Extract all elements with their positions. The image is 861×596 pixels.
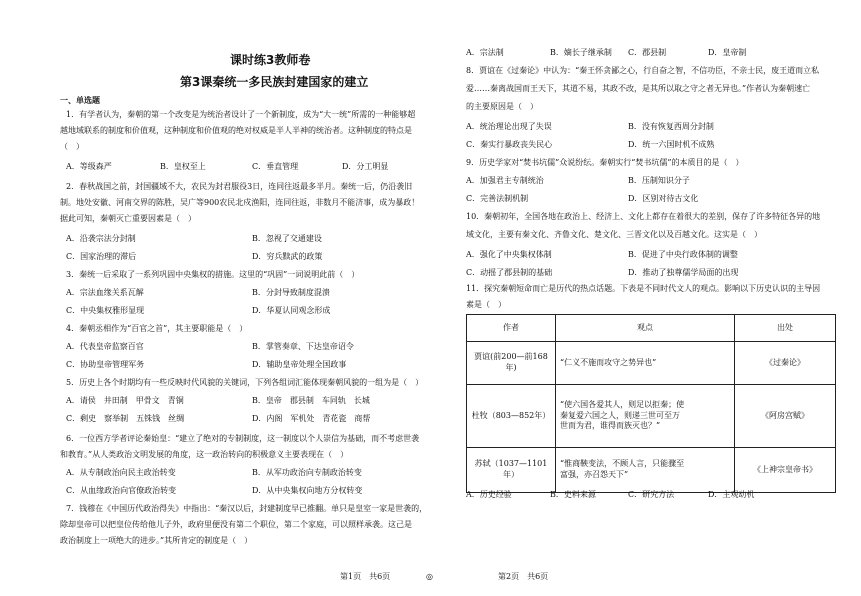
table-row xyxy=(467,448,836,493)
author-line: 年) xyxy=(505,363,517,372)
table-cell-author xyxy=(467,342,556,385)
q4-option-d: D．辅助皇帝处理全国政事 xyxy=(252,360,347,369)
q10-option-b: B．促进了中央行政体制的调整 xyxy=(628,250,738,259)
q3-option-d: D．华夏认同观念形成 xyxy=(252,306,331,315)
q9-option-a: A．加强君主专制统治 xyxy=(466,176,544,185)
q10-option-c: C．动摇了郡县制的基础 xyxy=(466,268,553,277)
question-1-line-2: 越地域联系的制度和价值观，这种制度和价值观的绝对权威是半人半神的统治者。这种制度的特点是 xyxy=(60,126,412,135)
q9-option-d: D．区别对待古文化 xyxy=(628,194,699,203)
table-cell-author xyxy=(467,385,556,448)
question-1-line-3: （ ） xyxy=(60,142,84,151)
table-row xyxy=(467,385,836,448)
q3-option-b: B．分封导致制度混溃 xyxy=(252,288,330,297)
q7-option-d: D．皇帝制 xyxy=(708,48,747,57)
page-title: 课时练3教师卷 xyxy=(230,53,311,67)
author-line: 苏轼（1037—1101 xyxy=(474,459,548,469)
table-header-source: 出处 xyxy=(735,315,836,342)
question-6-line-1: 6．一位西方学者评论秦始皇：“建立了绝对的专制制度，这一制度以个人崇信为基础，而不考虑世袭 xyxy=(66,434,420,443)
table-row xyxy=(467,342,836,385)
q7-option-c: C．郡县制 xyxy=(628,48,667,57)
q5-option-b: B．皇帝 郡县制 车同轨 长城 xyxy=(252,396,370,405)
question-7-line-1: 7．钱穆在《中国历代政治得失》中指出：“秦汉以后，封建制度早已推翻。单只是皇室一家是世袭的， xyxy=(66,504,428,513)
section-title: 一、单选题 xyxy=(60,96,100,105)
q6-option-a: A．从专制政治向民主政治转变 xyxy=(66,468,176,477)
question-8-line-3: 的主要原因是（ ） xyxy=(466,102,538,111)
q5-option-d: D．内阁 军机处 青花瓷 商帮 xyxy=(252,414,371,423)
view-line: 世而为君，谁得而族灭也？” xyxy=(560,421,661,431)
question-4: 4．秦朝丞相作为“百官之首”，其主要职能是（ ） xyxy=(66,324,248,333)
q2-option-c: C．国家治理的滞后 xyxy=(66,252,137,261)
q4-option-b: B．掌管奏章、下达皇帝诏令 xyxy=(252,342,354,351)
q10-option-a: A．强化了中央集权体制 xyxy=(466,250,552,259)
question-7-line-3: 政治制度上一项绝大的进步。”其所肯定的制度是（ ） xyxy=(60,536,253,545)
author-line: 杜牧（803—852年） xyxy=(471,410,551,420)
q3-option-c: C．中央集权雅形显现 xyxy=(66,306,145,315)
question-2-line-1: 2．春秋战国之前，封国疆域不大，农民为封君服役3日，连同往返最多半月。秦统一后，仍沿袭旧 xyxy=(66,182,413,191)
q6-option-b: B．从军功政治向专制政治转变 xyxy=(252,468,362,477)
table-header-row xyxy=(467,315,836,342)
lesson-title: 第3课秦统一多民族封建国家的建立 xyxy=(180,75,369,89)
q1-option-b: B．皇权至上 xyxy=(160,162,206,171)
footer-page-left: 第1页 共6页 xyxy=(340,572,391,581)
view-line: 秦复爱六国之人，则递三世可至万 xyxy=(560,410,680,420)
q6-option-c: C．从血缘政治向官僚政治转变 xyxy=(66,486,177,495)
q7-option-b: B．嫡长子继承制 xyxy=(550,48,612,57)
table-cell-source: 《阿房宫赋》 xyxy=(735,385,836,448)
question-11-line-1: 11．探究秦朝短命而亡是历代的热点话题。下表是不同时代文人的观点。影响以下历史认识的主导因 xyxy=(466,284,821,293)
right-page xyxy=(466,0,838,596)
viewpoint-table xyxy=(466,314,836,493)
author-line: 贾谊(前200—前168 xyxy=(474,352,548,362)
question-8-line-2: 爱……秦离战国而王天下，其道不易，其政不改，是其所以取之守之者无异也。”作者认为秦朝速亡 xyxy=(466,84,811,93)
footer-center-mark: ◎ xyxy=(426,572,433,581)
question-3: 3．秦统一后采取了一系列巩固中央集权的措施。这里的“巩固”一词说明此前（ ） xyxy=(66,270,360,279)
q8-option-a: A．统治理论出现了失误 xyxy=(466,122,552,131)
table-header-view: 观点 xyxy=(556,315,735,342)
question-2-line-2: 制。地处安徽、河南交界的陈胜，吴广等900农民北戍渔阳，连同往返，非数月不能济事，成为暴政！ xyxy=(60,198,420,207)
q1-option-d: D．分工明显 xyxy=(342,162,389,171)
table-cell-view xyxy=(556,385,735,448)
table-cell-source: 《过秦论》 xyxy=(735,342,836,385)
question-8-line-1: 8．贾谊在《过秦论》中认为：“秦王怀贪鄙之心，行自奋之智，不信功臣，不亲士民，废王道而立私 xyxy=(466,66,820,75)
question-6-line-2: 和教育。”从人类政治文明发展的角度，这一政治转向的积极意义主要表现在（ ） xyxy=(60,450,349,459)
view-line: “惟商鞅变法，不顾人言，只能骤至 xyxy=(560,459,685,469)
question-10-line-2: 域文化，主要有秦文化、齐鲁文化、楚文化、三晋文化以及百越文化。这实是（ ） xyxy=(466,230,762,239)
q8-option-d: D．统一六国时机不成熟 xyxy=(628,140,715,149)
table-cell-source: 《上神宗皇帝书》 xyxy=(735,448,836,493)
q8-option-b: B．没有恢复西周分封制 xyxy=(628,122,714,131)
q11-option-b: B．史料来源 xyxy=(550,490,596,499)
table-cell-author xyxy=(467,448,556,493)
q3-option-a: A．宗法血缘关系瓦解 xyxy=(66,288,144,297)
q5-option-a: A．请侯 井田制 甲骨文 青铜 xyxy=(66,396,184,405)
q6-option-d: D．从中央集权向地方分权转变 xyxy=(252,486,363,495)
q9-option-b: B．压制知识分子 xyxy=(628,176,690,185)
left-page xyxy=(60,0,440,596)
q9-option-c: C．完善法制机制 xyxy=(466,194,529,203)
q11-option-d: D．主观动机 xyxy=(708,490,755,499)
table-header-author: 作者 xyxy=(467,315,556,342)
q2-option-a: A．沿袭宗法分封制 xyxy=(66,234,136,243)
view-line: “仁义不施而攻守之势异也” xyxy=(560,357,657,367)
q4-option-c: C．协助皇帝管理军务 xyxy=(66,360,145,369)
footer-page-right: 第2页 共6页 xyxy=(498,572,549,581)
view-line: “使六国各爱其人，则足以拒秦；使 xyxy=(560,399,685,409)
q1-option-c: C．垂直管理 xyxy=(252,162,299,171)
question-10-line-1: 10．秦朝初年，全国各地在政治上、经济上、文化上都存在着很大的差别，保存了许多特征各异的地 xyxy=(466,212,821,221)
q2-option-b: B．忽视了交通建设 xyxy=(252,234,322,243)
q1-option-a: A．等级森严 xyxy=(66,162,112,171)
question-9: 9．历史学家对“焚书坑儒”众说纷纭。秦朝实行“焚书坑儒”的本质目的是（ ） xyxy=(466,158,744,167)
q5-option-c: C．剩史 察举制 五铢钱 丝绸 xyxy=(66,414,185,423)
q11-option-a: A．历史经验 xyxy=(466,490,512,499)
question-1-line-1: 1．有学者认为，秦朝的第一个改变是为统治者设计了一个新制度，成为“大一统”所需的一种能够超 xyxy=(66,110,416,119)
view-line: 富强，亦召怨天下” xyxy=(560,470,629,479)
q11-option-c: C．研究方法 xyxy=(628,490,675,499)
table-cell-view xyxy=(556,448,735,493)
q4-option-a: A．代表皇帝监察百官 xyxy=(66,342,144,351)
q7-option-a: A．宗法制 xyxy=(466,48,504,57)
q2-option-d: D．穷兵黩武的政策 xyxy=(252,252,323,261)
question-7-line-2: 除却皇帝可以把皇位传给他儿子外，政府里便没有第二个职位，第二个家庭，可以照样承袭。这己是 xyxy=(60,520,412,529)
author-line: 年） xyxy=(503,470,519,479)
question-11-line-2: 素是（ ） xyxy=(466,300,506,309)
question-2-line-3: 据此可知，秦朝灭亡重要因素是（ ） xyxy=(60,214,196,223)
question-5: 5．历史上各个时期均有一些反映时代风貌的关键词，下列各组词汇能体现秦朝风貌的一组为是（ ） xyxy=(66,378,424,387)
q8-option-c: C．秦实行暴政丧失民心 xyxy=(466,140,553,149)
q10-option-d: D．推动了独尊儒学局面的出现 xyxy=(628,268,739,277)
table-cell-view xyxy=(556,342,735,385)
